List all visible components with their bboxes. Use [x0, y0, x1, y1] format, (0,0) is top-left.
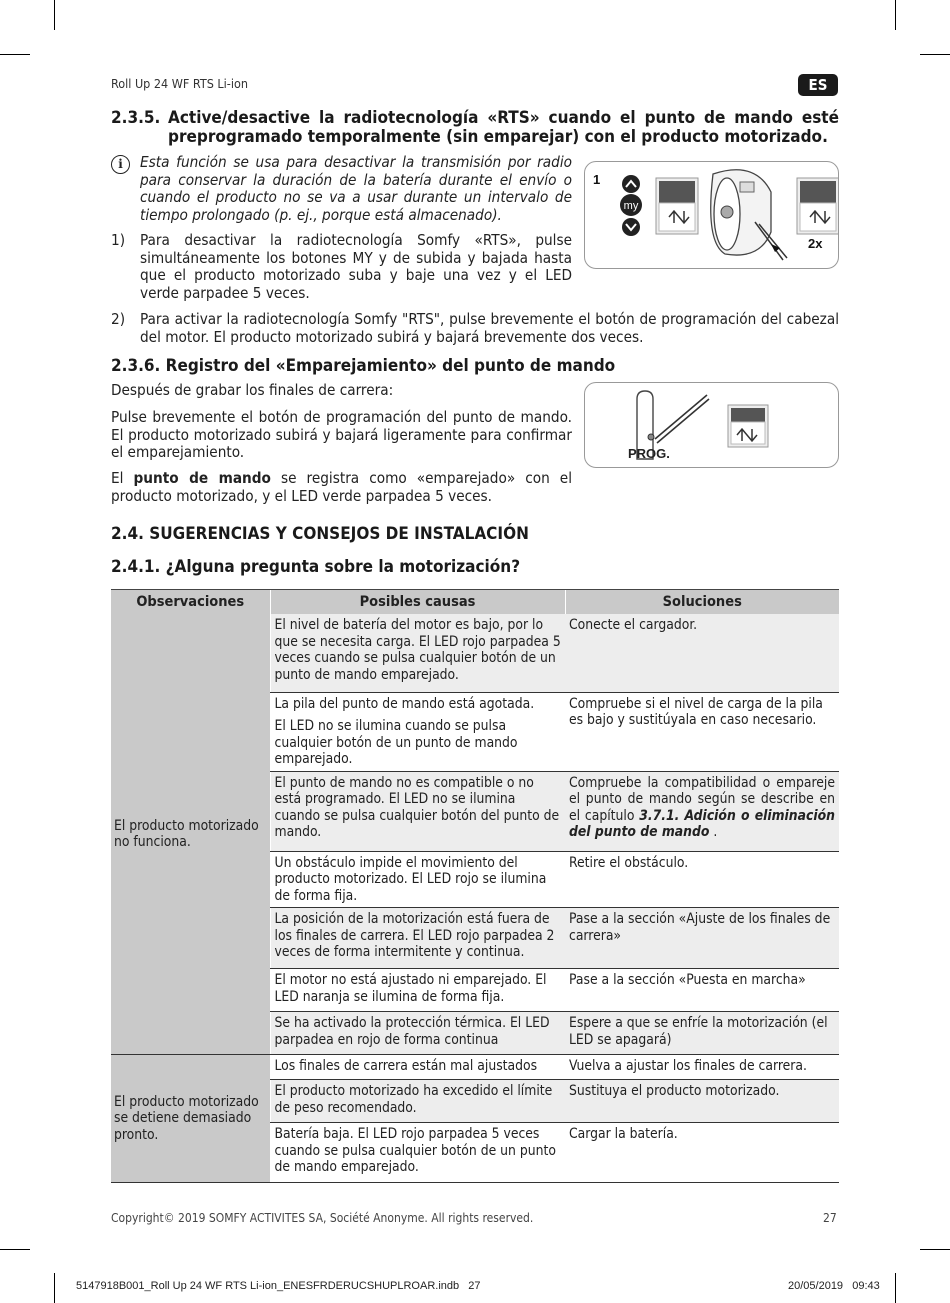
- solution-cell: Vuelva a ajustar los finales de carrera.: [565, 1055, 839, 1080]
- text-run: El: [111, 469, 134, 487]
- cause-cell: Batería baja. El LED rojo parpadea 5 veces cuando se pulsa cualquier botón de un punto de mando emparejado.: [270, 1123, 565, 1183]
- info-note: Esta función se usa para desactivar la transmisión por radio para conservar la duración de la batería durante el envío o cuando el producto no se va a usar durante un intervalo de tiempo prolongado (p. ej., porque está almacenado).: [140, 153, 572, 224]
- cause-cell: La posición de la motorización está fuera de los finales de carrera. El LED rojo parpadea 2 veces de forma intermitente y continua.: [270, 908, 565, 969]
- print-slug-date: 20/05/2019 09:43: [788, 1280, 880, 1292]
- step-1-text: Para desactivar la radiotecnología Somfy «RTS», pulse simultáneamente los botones MY y de subida y bajada hasta que el producto motorizado suba y baje una vez y el LED verde parpadee 5 veces.: [140, 231, 572, 302]
- section-2-4-title: 2.4. SUGERENCIAS Y CONSEJOS DE INSTALACIÓN: [111, 524, 529, 544]
- table-row: [111, 614, 839, 692]
- crop-mark: [920, 54, 950, 55]
- crop-mark: [895, 1273, 896, 1303]
- solution-cell: Pase a la sección «Puesta en marcha»: [565, 969, 839, 1012]
- step-2-text: Para activar la radiotecnología Somfy "RTS", pulse brevemente el botón de programación del cabezal del motor. El producto motorizado subirá y bajará brevemente dos veces.: [140, 310, 839, 346]
- blind-up-down-icon: [656, 178, 698, 234]
- text-run: Compruebe la compatibilidad o empareje el punto de mando según se describe en el capítulo: [569, 774, 835, 824]
- solution-cell: Espere a que se enfríe la motorización (el LED se apagará): [565, 1012, 839, 1055]
- copyright-notice: Copyright© 2019 SOMFY ACTIVITES SA, Société Anonyme. All rights reserved.: [111, 1211, 534, 1225]
- crop-mark: [0, 54, 30, 55]
- cause-cell: El punto de mando no es compatible o no está programado. El LED no se ilumina cuando se pulsa cualquier botón del punto de mando.: [270, 771, 565, 851]
- down-button-icon: [622, 218, 640, 236]
- motor-head-icon: [711, 170, 787, 260]
- table-row: [111, 1055, 839, 1080]
- figure-rts-illustration: [585, 162, 838, 268]
- cause-text: El LED no se ilumina cuando se pulsa cualquier botón de un punto de mando emparejado.: [274, 718, 518, 767]
- solution-cell: Compruebe si el nivel de carga de la pila es bajo y sustitúyala en caso necesario.: [565, 692, 839, 771]
- solution-cell: Sustituya el producto motorizado.: [565, 1080, 839, 1123]
- figure-step-1-label: 1: [593, 172, 601, 187]
- prog-label: PROG.: [628, 446, 670, 461]
- print-slug-file: 5147918B001_Roll Up 24 WF RTS Li-ion_ENESFRDERUCSHUPLROAR.indb 27: [76, 1280, 481, 1292]
- cause-cell: [270, 692, 565, 771]
- solution-cell: [565, 771, 839, 851]
- crop-mark: [0, 1249, 30, 1250]
- step-2-number: 2): [111, 310, 126, 328]
- paragraph-pairing-instructions: Pulse brevemente el botón de programación del punto de mando. El producto motorizado subirá y bajará ligeramente para confirmar el emparejamiento.: [111, 408, 572, 461]
- cause-text: La pila del punto de mando está agotada.: [274, 695, 535, 712]
- crop-mark: [895, 0, 896, 30]
- page-number: 27: [823, 1211, 837, 1225]
- paragraph-after-limits: Después de grabar los finales de carrera:: [111, 381, 394, 399]
- section-2-3-5-number: 2.3.5.: [111, 108, 161, 128]
- figure-prog-pairing: [584, 382, 839, 468]
- column-header-causes: Posibles causas: [270, 590, 565, 615]
- solution-cell: Retire el obstáculo.: [565, 851, 839, 908]
- cause-cell: El nivel de batería del motor es bajo, por lo que se necesita carga. El LED rojo parpadea 5 veces cuando se pulsa cualquier botón de un punto de mando emparejado.: [270, 614, 565, 692]
- figure-rts-deactivate: [584, 161, 839, 269]
- chapter-reference: 3.7.1. Adición o eliminación del punto de mando: [569, 807, 835, 840]
- blind-up-down-icon: [728, 405, 768, 447]
- paragraph-pairing-result: [111, 470, 572, 505]
- bold-term: punto de mando: [133, 469, 271, 487]
- text-run: .: [709, 824, 718, 840]
- solution-cell: Cargar la batería.: [565, 1123, 839, 1183]
- svg-text:my: my: [623, 200, 639, 212]
- step-1-number: 1): [111, 231, 126, 249]
- table-header-row: [111, 590, 839, 615]
- column-header-observations: Observaciones: [111, 590, 270, 615]
- crop-mark: [54, 0, 55, 30]
- crop-mark: [920, 1249, 950, 1250]
- text-run: se registra como «emparejado» con el producto motorizado, y el LED verde parpadea 5 veces.: [111, 469, 572, 505]
- product-name: Roll Up 24 WF RTS Li-ion: [111, 76, 248, 91]
- section-2-3-6-title: 2.3.6. Registro del «Emparejamiento» del punto de mando: [111, 356, 616, 376]
- cause-cell: Un obstáculo impide el movimiento del producto motorizado. El LED rojo se ilumina de forma fija.: [270, 851, 565, 908]
- solution-cell: Pase a la sección «Ajuste de los finales de carrera»: [565, 908, 839, 969]
- solution-cell: Conecte el cargador.: [565, 614, 839, 692]
- blind-up-down-icon: [797, 178, 838, 234]
- up-button-icon: [622, 175, 640, 193]
- column-header-solutions: Soluciones: [565, 590, 839, 615]
- cause-cell: El motor no está ajustado ni emparejado. El LED naranja se ilumina de forma fija.: [270, 969, 565, 1012]
- section-2-3-5-title-line1: Active/desactive la radiotecnología «RTS» cuando el punto de mando esté: [168, 108, 839, 128]
- cause-cell: Se ha activado la protección térmica. El LED parpadea en rojo de forma continua: [270, 1012, 565, 1055]
- observation-cell: El producto motorizado no funciona.: [111, 614, 270, 1055]
- figure-times-label: 2x: [808, 236, 823, 251]
- crop-mark: [54, 1273, 55, 1303]
- cause-cell: El producto motorizado ha excedido el límite de peso recomendado.: [270, 1080, 565, 1123]
- cause-cell: Los finales de carrera están mal ajustados: [270, 1055, 565, 1080]
- figure-prog-illustration: [585, 383, 838, 467]
- troubleshooting-table: [111, 589, 839, 1183]
- info-icon: i: [111, 155, 130, 174]
- section-2-4-1-title: 2.4.1. ¿Alguna pregunta sobre la motorización?: [111, 557, 521, 577]
- section-2-3-5-title-line2: preprogramado temporalmente (sin emparejar) con el producto motorizado.: [168, 127, 828, 147]
- observation-cell: El producto motorizado se detiene demasiado pronto.: [111, 1055, 270, 1183]
- language-badge: ES: [798, 74, 838, 96]
